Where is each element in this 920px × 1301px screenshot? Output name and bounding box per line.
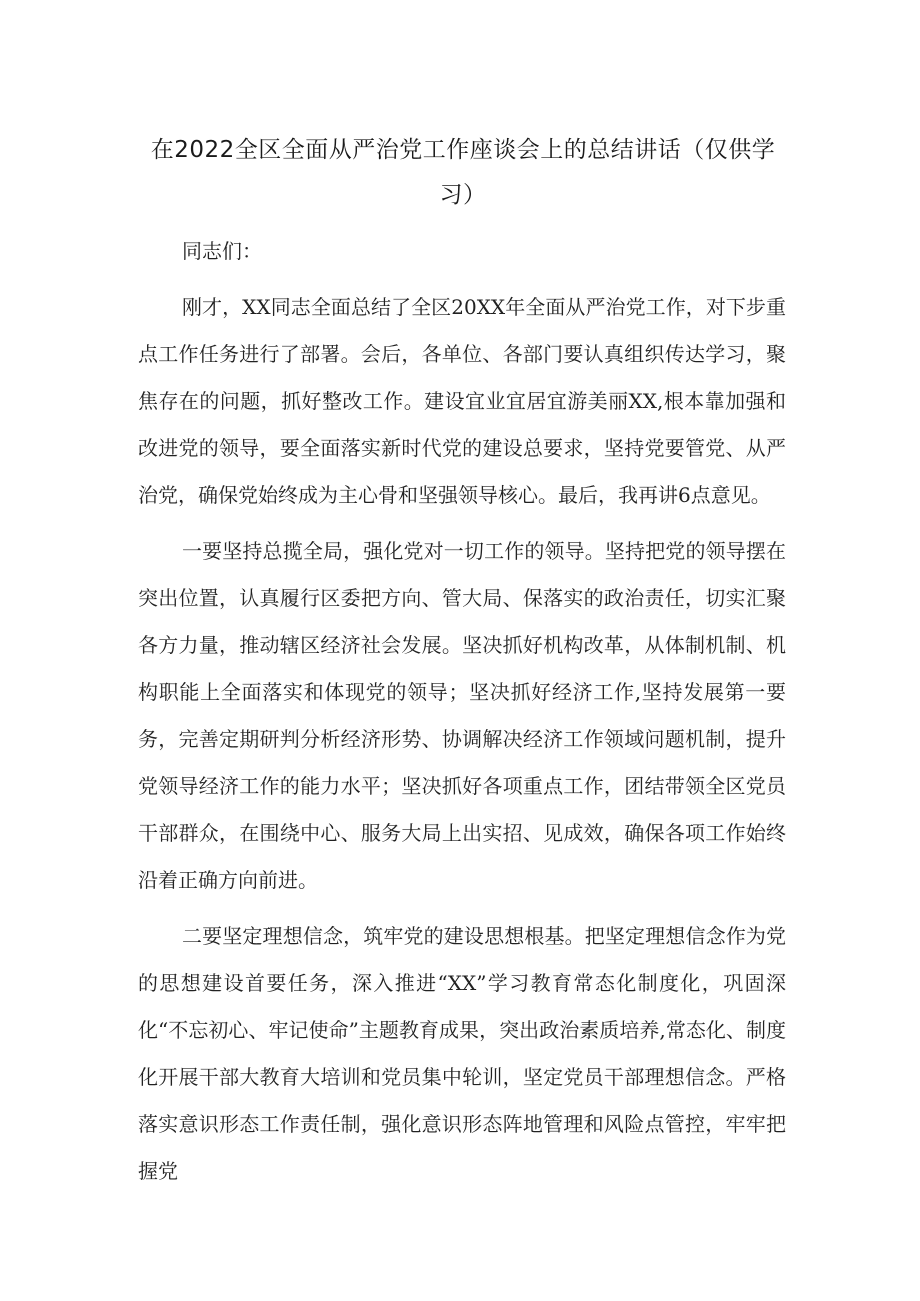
document-title: 在2022全区全面从严治党工作座谈会上的总结讲话（仅供学习）: [150, 137, 776, 208]
paragraph-point-two: 二要坚定理想信念，筑牢党的建设思想根基。把坚定理想信念作为党的思想建设首要任务，深入推进“XX”学习教育常态化制度化，巩固深化“不忘初心、牢记使命”主题教育成果，突出政治素质培养,常态化、制度化开展干部大教育大培训和党员集中轮训，坚定党员干部理想信念。严格落实意识形态工作责任制，强化意识形态阵地管理和风险点管控，牢牢把握党: [138, 924, 786, 1183]
paragraph-opening: 刚才，XX同志全面总结了全区20XX年全面从严治党工作，对下步重点工作任务进行了部署。会后，各单位、各部门要认真组织传达学习，聚焦存在的问题，抓好整改工作。建设宜业宜居宜游美丽XX,根本靠加强和改进党的领导，要全面落实新时代党的建设总要求，坚持党要管党、从严治党，确保党始终成为主心骨和坚强领导核心。最后，我再讲6点意见。: [138, 295, 786, 507]
document-body: [138, 228, 786, 1195]
salutation: 同志们：: [182, 239, 262, 263]
paragraph-point-one: 一要坚持总揽全局，强化党对一切工作的领导。坚持把党的领导摆在突出位置，认真履行区委把方向、管大局、保落实的政治责任，切实汇聚各方力量，推动辖区经济社会发展。坚决抓好机构改革，从体制机制、机构职能上全面落实和体现党的领导；坚决抓好经济工作,坚持发展第一要务，完善定期研判分析经济形势、协调解决经济工作领域问题机制，提升党领导经济工作的能力水平；坚决抓好各项重点工作，团结带领全区党员干部群众，在围绕中心、服务大局上出实招、见成效，确保各项工作始终沿着正确方向前进。: [138, 539, 786, 892]
